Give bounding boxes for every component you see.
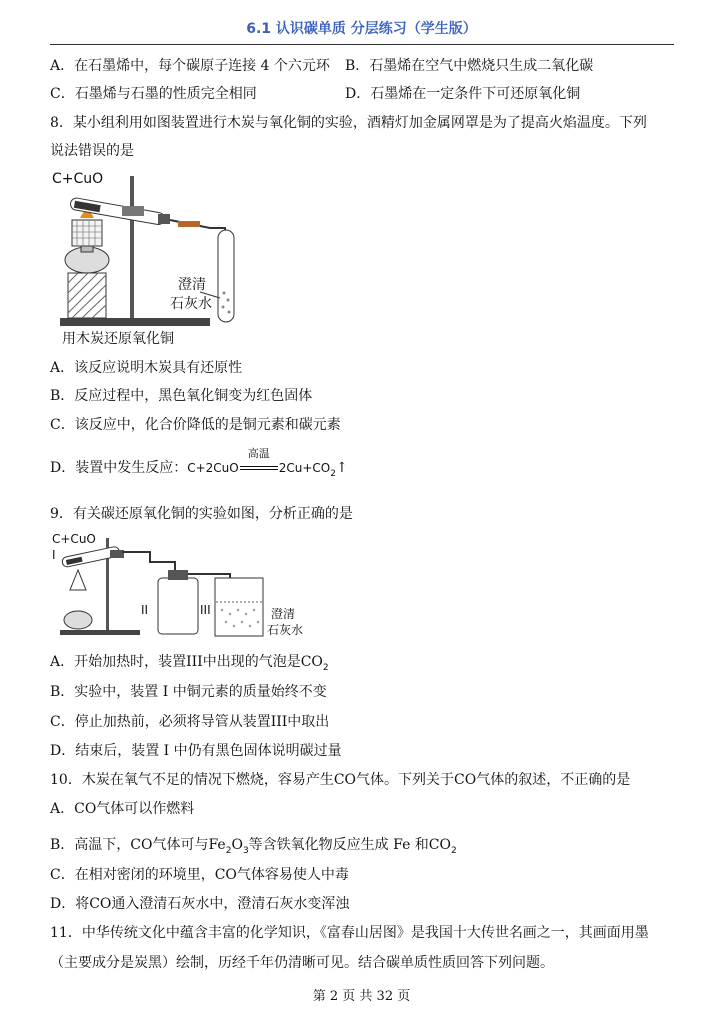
q10-option-a: A．CO气体可以作燃料 [50,801,195,817]
q8-fig-label-water-1: 澄清 [178,277,206,293]
q8-equation-lhs: C+2CuO [187,461,239,475]
q8-equation-arrow: ↑ [335,460,348,476]
q8-equation-rhs: 2Cu+CO [278,461,331,475]
q7-option-d: D．石墨烯在一定条件下可还原氧化铜 [345,86,581,102]
q7-option-b: B．石墨烯在空气中燃烧只生成二氧化碳 [345,58,594,74]
q9-option-d: D．结束后，装置 I 中仍有黑色固体说明碳过量 [50,743,342,759]
q7-option-a: A．在石墨烯中，每个碳原子连接 4 个六元环 [50,58,330,74]
q11-stem-line1: 11．中华传统文化中蕴含丰富的化学知识，《富春山居图》是我国十大传世名画之一，其画面用墨 [50,925,649,941]
q10-stem: 10．木炭在氧气不足的情况下燃烧，容易产生CO气体。下列关于CO气体的叙述，不正确的是 [50,772,631,788]
q9-fig-label-II: II [141,603,149,617]
q8-equation-sub: 2 [330,468,336,479]
q9-fig-label-water-1: 澄清 [271,607,296,621]
q8-stem-line1: 8．某小组利用如图装置进行木炭与氧化铜的实验，酒精灯加金属网罩是为了提高火焰温度。下列 [50,115,647,131]
q8-option-a: A．该反应说明木炭具有还原性 [50,360,243,376]
q8-option-b: B．反应过程中，黑色氧化铜变为红色固体 [50,388,313,404]
q8-option-c: C．该反应中，化合价降低的是铜元素和碳元素 [50,417,341,433]
q8-equation-condition: 高温 [239,459,279,477]
page-header-title: 6.1 认识碳单质 分层练习（学生版） [246,21,477,37]
q8-stem-line2: 说法错误的是 [50,143,134,159]
q10-option-c: C．在相对密闭的环境里，CO气体容易使人中毒 [50,867,349,883]
q7-option-c: C．石墨烯与石墨的性质完全相同 [50,86,257,102]
q8-option-d-prefix: D．装置中发生反应： [50,460,188,476]
header-rule [50,44,674,45]
q9-fig-label-III: III [200,603,211,617]
q9-option-b: B．实验中，装置 I 中铜元素的质量始终不变 [50,684,327,700]
q8-apparatus-figure [50,168,250,350]
q9-fig-label-reactant: C+CuO [52,532,96,546]
q8-fig-label-water-2: 石灰水 [170,296,212,312]
q8-fig-label-reactant: C+CuO [52,171,104,187]
q10-option-d: D．将CO通入澄清石灰水中，澄清石灰水变浑浊 [50,896,350,912]
q8-option-d [50,447,348,483]
q9-fig-label-I: I [52,548,56,562]
q11-stem-line2: （主要成分是炭黑）绘制，历经千年仍清晰可见。结合碳单质性质回答下列问题。 [50,955,554,971]
q9-option-a: A．开始加热时，装置III中出现的气泡是$CO_2$ [50,654,329,673]
q8-fig-caption: 用木炭还原氧化铜 [62,331,174,347]
q9-fig-label-water-2: 石灰水 [267,623,304,637]
q9-option-c: C．停止加热前，必须将导管从装置III中取出 [50,714,330,730]
q10-option-b: B．高温下，CO气体可与$Fe_2O_3$等含铁氧化物反应生成 Fe 和$CO_2$ [50,837,457,856]
q9-stem: 9．有关碳还原氧化铜的实验如图，分析正确的是 [50,506,353,522]
page-footer: 第 2 页 共 32 页 [312,989,411,1004]
